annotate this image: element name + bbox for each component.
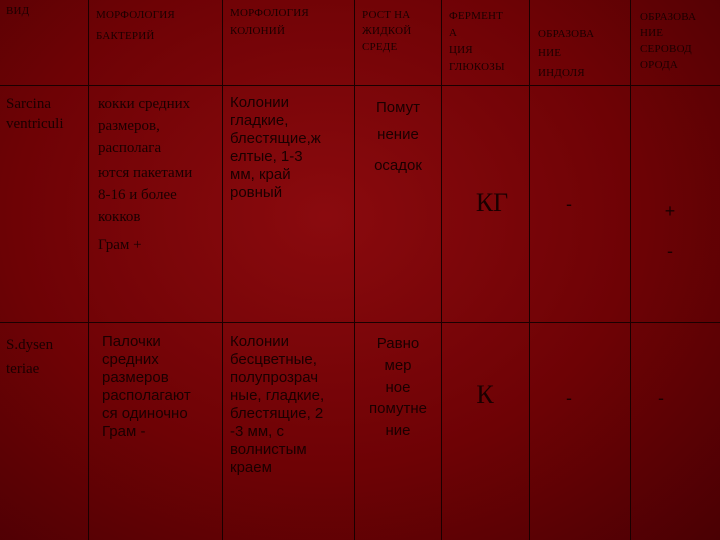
row1-bacteria-morphology: кокки средних размеров, располага ются пакетами 8-16 и более кокков Грам + (98, 96, 193, 253)
row2-indole: - (566, 388, 572, 408)
row1-colony-morphology: Колонии гладкие, блестящие,ж елтые, 1-3 мм, край ровный (230, 94, 321, 201)
row2-species: S.dysen teriae (6, 337, 54, 377)
row1-h2s: + - (664, 201, 676, 261)
header-glucose-fermentation: ФЕРМЕНТ А ЦИЯ ГЛЮКОЗЫ (449, 10, 505, 74)
row2-h2s: - (658, 388, 664, 408)
row1-species: Sarcina ventriculi (6, 96, 64, 132)
header-liquid-growth: РОСТ НА ЖИДКОЙ СРЕДЕ (362, 9, 412, 53)
row1-glucose-fermentation: КГ (475, 188, 509, 217)
row1-liquid-growth: Помут нение осадок (374, 99, 422, 174)
row2-bacteria-morphology: Палочки средних размеров располагают ся одиночно Грам - (102, 333, 191, 440)
header-species: ВИД (6, 5, 30, 17)
header-h2s-formation: ОБРАЗОВА НИЕ СЕРОВОД ОРОДА (640, 11, 697, 71)
header-indole-formation: ОБРАЗОВА НИЕ ИНДОЛЯ (538, 28, 595, 79)
row2-colony-morphology: Колонии бесцветные, полупрозрач ные, гладкие, блестящие, 2 -3 мм, с волнистым краем (230, 333, 325, 476)
header-bacteria-morphology: МОРФОЛОГИЯ БАКТЕРИЙ (96, 9, 175, 42)
header-colony-morphology: МОРФОЛОГИЯ КОЛОНИЙ (230, 7, 309, 37)
row2-liquid-growth: Равно мер ное помутне ние (369, 335, 427, 439)
row1-indole: - (566, 194, 572, 214)
row2-glucose-fermentation: К (476, 380, 494, 409)
